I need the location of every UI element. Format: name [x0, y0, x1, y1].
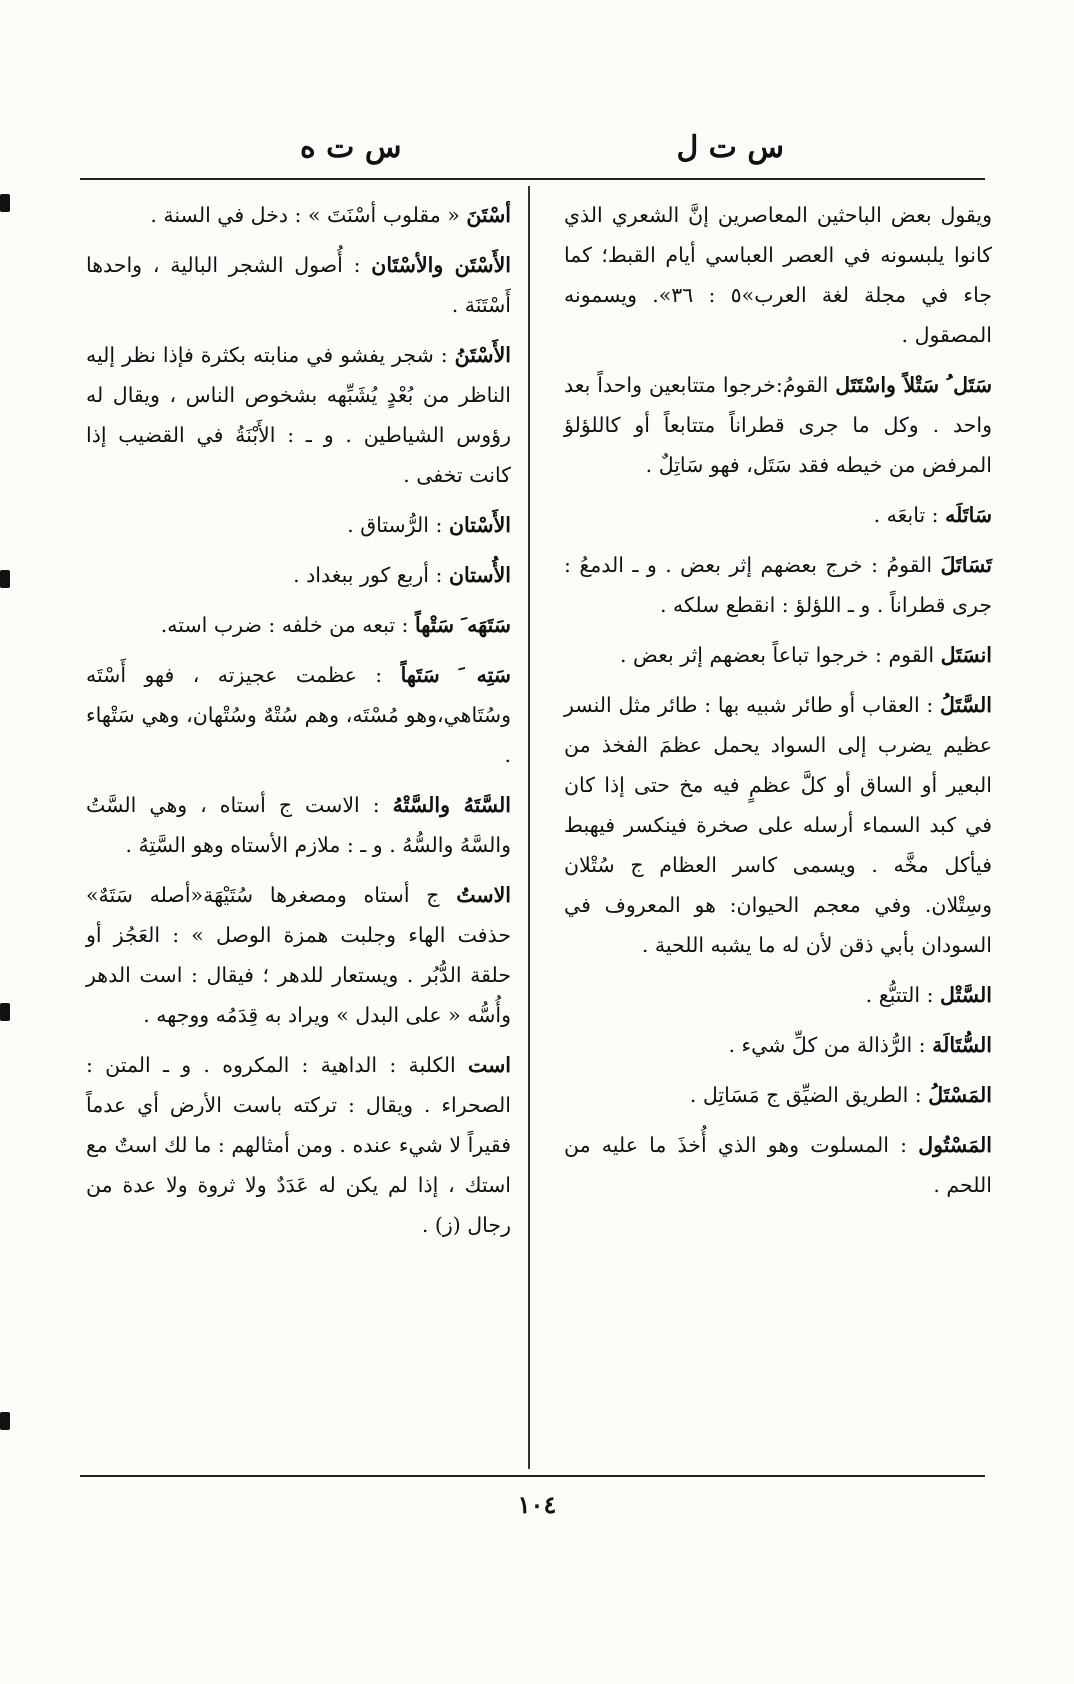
dictionary-entry [564, 1125, 992, 1205]
entry-headword: سَتَل ُ سَتْلاً واسْتَتَل [835, 373, 992, 397]
entry-definition: : الطريق الضيِّق ج مَسَاتِل . [689, 1083, 929, 1107]
dictionary-entry [86, 605, 511, 645]
entry-headword: است [467, 1053, 511, 1077]
entry-headword: الاستُ [456, 883, 511, 907]
dictionary-entry [564, 1075, 992, 1115]
entry-definition: ويقول بعض الباحثين المعاصرين إنَّ الشعري الذي كانوا يلبسونه في العصر العباسي أيام القبط؛ كما جاء في مجلة لغة العرب»٥ : ٣٦». ويسمونه المصقول . [564, 203, 992, 347]
entry-headword: السُّتَالَة [932, 1033, 992, 1057]
entry-headword: السَّتَهُ والسَّتْهُ [392, 793, 511, 817]
page-number: ١٠٤ [517, 1490, 557, 1519]
entry-definition: : الرُّستاق . [347, 513, 449, 537]
left-column [86, 195, 511, 1255]
dictionary-entry [564, 545, 992, 625]
entry-definition: : العقاب أو طائر شبيه بها : طائر مثل النسر عظيم يضرب إلى السواد يحمل عظمَ الفخذ من البعير أو الساق أو كلَّ عظمٍ فيه مخ حتى إذا كان في كبد السماء أرسله على صخرة فينكسر فيهبط فيأكل مخَّه . ويسمى كاسر العظام ج سُتْلان وسِتْلان. وفي معجم الحيوان: هو المعروف في السودان بأبي ذقن لأن له ما يشبه اللحية . [564, 693, 992, 957]
entry-definition: القومُ : خرج بعضهم إثر بعض . و ـ الدمعُ : جرى قطراناً . و ـ اللؤلؤ : انقطع سلكه . [564, 553, 992, 617]
dictionary-entry [564, 1025, 992, 1065]
entry-definition: : أربع كور ببغداد . [293, 563, 449, 587]
dictionary-entry [86, 1045, 511, 1245]
entry-headword: الأَسْتَنُ [454, 343, 511, 367]
entry-definition: القوم : خرجوا تباعاً بعضهم إثر بعض . [620, 643, 941, 667]
entry-headword: الأُستان [448, 563, 511, 587]
entry-headword: الأَسْتَن والأسْتَان [371, 253, 511, 277]
entry-headword: سَتِه َ سَتَهاً [400, 663, 511, 687]
entry-headword: الأَسْتان [448, 513, 511, 537]
entry-definition: : التتبُّع . [865, 983, 941, 1007]
dictionary-entry [564, 365, 992, 485]
bottom-rule [80, 1475, 985, 1477]
scan-edge-mark [0, 194, 10, 212]
entry-headword: أسْتَنَ [466, 203, 511, 227]
entry-headword: المَسْتُول [918, 1133, 992, 1157]
entry-definition: : تابعَه . [873, 503, 946, 527]
right-column-header: س ت ل [676, 130, 784, 165]
column-divider [528, 186, 530, 1469]
dictionary-entry [86, 245, 511, 325]
dictionary-entry [86, 505, 511, 545]
dictionary-entry [86, 655, 511, 775]
entry-headword: السَّتَلُ [940, 693, 992, 717]
dictionary-entry [86, 875, 511, 1035]
entry-headword: انسَتَل [940, 643, 992, 667]
dictionary-entry [86, 555, 511, 595]
entry-definition: : المسلوت وهو الذي أُخذَ ما عليه من اللحم . [564, 1133, 992, 1197]
dictionary-entry [564, 685, 992, 965]
entry-headword: سَتَهَه َ سَتْهاً [414, 613, 511, 637]
entry-definition: : الاست ج أستاه ، وهي السَّتُ والسَّهُ والسُّهُ . و ـ : ملازم الأستاه وهو السَّتِهُ . [86, 793, 511, 857]
scan-edge-mark [0, 570, 10, 588]
entry-definition: : تبعه من خلفه : ضرب استه. [160, 613, 415, 637]
entry-definition: « مقلوب أسْنَتَ » : دخل في السنة . [150, 203, 467, 227]
entry-headword: سَاتَلَه [945, 503, 992, 527]
entry-definition: : شجر يفشو في منابته بكثرة فإذا نظر إليه الناظر من بُعْدٍ يُشَبِّهه بشخوص الناس ، ويقال له رؤوس الشياطين . و ـ : الأَبْنَةُ في القضيب إذا كانت تخفى . [86, 343, 511, 487]
scan-edge-mark [0, 1412, 10, 1430]
right-column [564, 195, 992, 1215]
top-rule [80, 178, 985, 180]
entry-headword: السَّتْل [940, 983, 992, 1007]
entry-definition: الكلبة : الداهية : المكروه . و ـ المتن : الصحراء . ويقال : تركته باست الأرض أي عدماً فقيراً لا شيء عنده . ومن أمثالهم : ما لك استٌ مع استك ، إذا لم يكن له عَدَدٌ ولا ثروة ولا عدة من رجال (ز) . [86, 1053, 511, 1237]
dictionary-entry [86, 195, 511, 235]
dictionary-entry [564, 975, 992, 1015]
scan-edge-mark [0, 1003, 10, 1021]
entry-definition: : عظمت عجيزته ، فهو أَسْتَه وسُتَاهي،وهو مُسْتَه، وهم سُتْهٌ وسُتْهان، وهي سَتْهاء . [86, 663, 511, 767]
dictionary-entry [564, 635, 992, 675]
dictionary-entry [86, 785, 511, 865]
entry-definition: ج أستاه ومصغرها سُتَيْهَة«أصله سَتَهٌ» حذفت الهاء وجلبت همزة الوصل » : العَجُز أو حلقة الدُّبُر . ويستعار للدهر ؛ فيقال : است الدهر وأُسُّه « على البدل » ويراد به قِدَمُه ووجهه . [86, 883, 511, 1027]
dictionary-entry [564, 495, 992, 535]
dictionary-entry [564, 195, 992, 355]
entry-headword: تَسَاتَلَ [940, 553, 992, 577]
entry-headword: المَسْتَلُ [928, 1083, 992, 1107]
entry-definition: القومُ:خرجوا متتابعين واحداً بعد واحد . وكل ما جرى قطراناً متتابعاً أو كاللؤلؤ المرفض من خيطه فقد سَتَل، فهو سَاتِلٌ . [564, 373, 992, 477]
dictionary-entry [86, 335, 511, 495]
left-column-header: س ت ه [300, 130, 402, 165]
entry-definition: : الرُّذالة من كلِّ شيء . [728, 1033, 933, 1057]
entry-definition: : أُصول الشجر البالية ، واحدها أَسْتَنَة . [86, 253, 511, 317]
